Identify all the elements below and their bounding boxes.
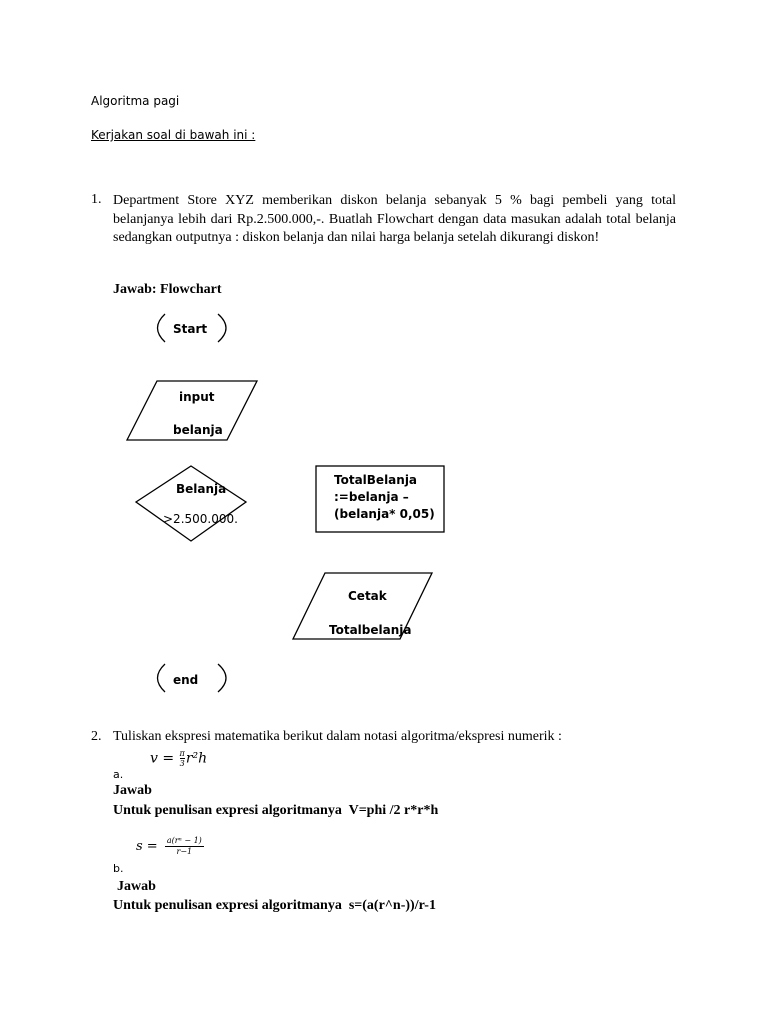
formula-a-denominator: 3 xyxy=(179,759,185,768)
end-terminator-left xyxy=(158,664,166,692)
document-title: Algoritma pagi xyxy=(91,94,180,108)
flowchart-input-label-2: belanja xyxy=(173,423,223,437)
flowchart-decision-label-2: >2.500.000. xyxy=(163,512,238,526)
flowchart-output-label-2: Totalbelanja xyxy=(329,623,412,637)
formula-b-lhs: s = xyxy=(136,839,158,854)
part-b-label: b. xyxy=(113,862,124,875)
flowchart-process-text xyxy=(334,472,435,523)
end-terminator-right xyxy=(218,664,226,692)
formula-b-fraction xyxy=(165,836,204,857)
formula-a-rest: r²h xyxy=(185,750,208,767)
process-line-1: TotalBelanja xyxy=(334,473,418,487)
part-a-jawab: Jawab xyxy=(113,783,152,798)
flowchart-start-label: Start xyxy=(173,322,208,336)
question-2-text: Tuliskan ekspresi matematika berikut dalam notasi algoritma/ekspresi numerik : xyxy=(113,729,562,744)
formula-a-lhs: v = xyxy=(150,750,175,767)
formula-a-numerator: π xyxy=(179,749,185,758)
start-terminator-left xyxy=(158,314,166,342)
question-1-text: Department Store XYZ memberikan diskon belanja sebanyak 5 % bagi pembeli yang total belanjanya lebih dari Rp.2.500.000,-. Buatlah Flowchart dengan data masukan adalah total belanja sedangkan outputnya : diskon belanja dan nilai harga belanja setelah dikurangi diskon! xyxy=(113,193,676,245)
question-1-answer-heading: Jawab: Flowchart xyxy=(113,282,222,297)
question-1-number: 1. xyxy=(91,192,102,207)
formula-a xyxy=(150,749,207,768)
part-a-answer: Untuk penulisan expresi algoritmanya V=phi /2 r*r*h xyxy=(113,803,439,818)
process-line-3: (belanja* 0,05) xyxy=(334,507,435,521)
formula-a-fraction xyxy=(180,749,185,768)
process-line-2: :=belanja – xyxy=(334,490,409,504)
flowchart-end-label: end xyxy=(173,673,199,687)
flowchart-decision-label-1: Belanja xyxy=(176,482,227,496)
start-terminator-right xyxy=(218,314,226,342)
instruction-heading: Kerjakan soal di bawah ini : xyxy=(91,128,256,142)
formula-b xyxy=(136,836,204,857)
decision-diamond xyxy=(136,466,246,541)
flowchart-input-label-1: input xyxy=(179,390,215,404)
formula-b-denominator: r−1 xyxy=(176,847,193,856)
part-b-answer: Untuk penulisan expresi algoritmanya s=(a(r^n-))/r-1 xyxy=(113,898,436,913)
formula-b-numerator: a(rⁿ − 1) xyxy=(166,836,202,845)
part-b-jawab: Jawab xyxy=(117,879,156,894)
flowchart-output-label-1: Cetak xyxy=(348,589,387,603)
question-2-number: 2. xyxy=(91,729,102,744)
part-a-label: a. xyxy=(113,768,124,781)
